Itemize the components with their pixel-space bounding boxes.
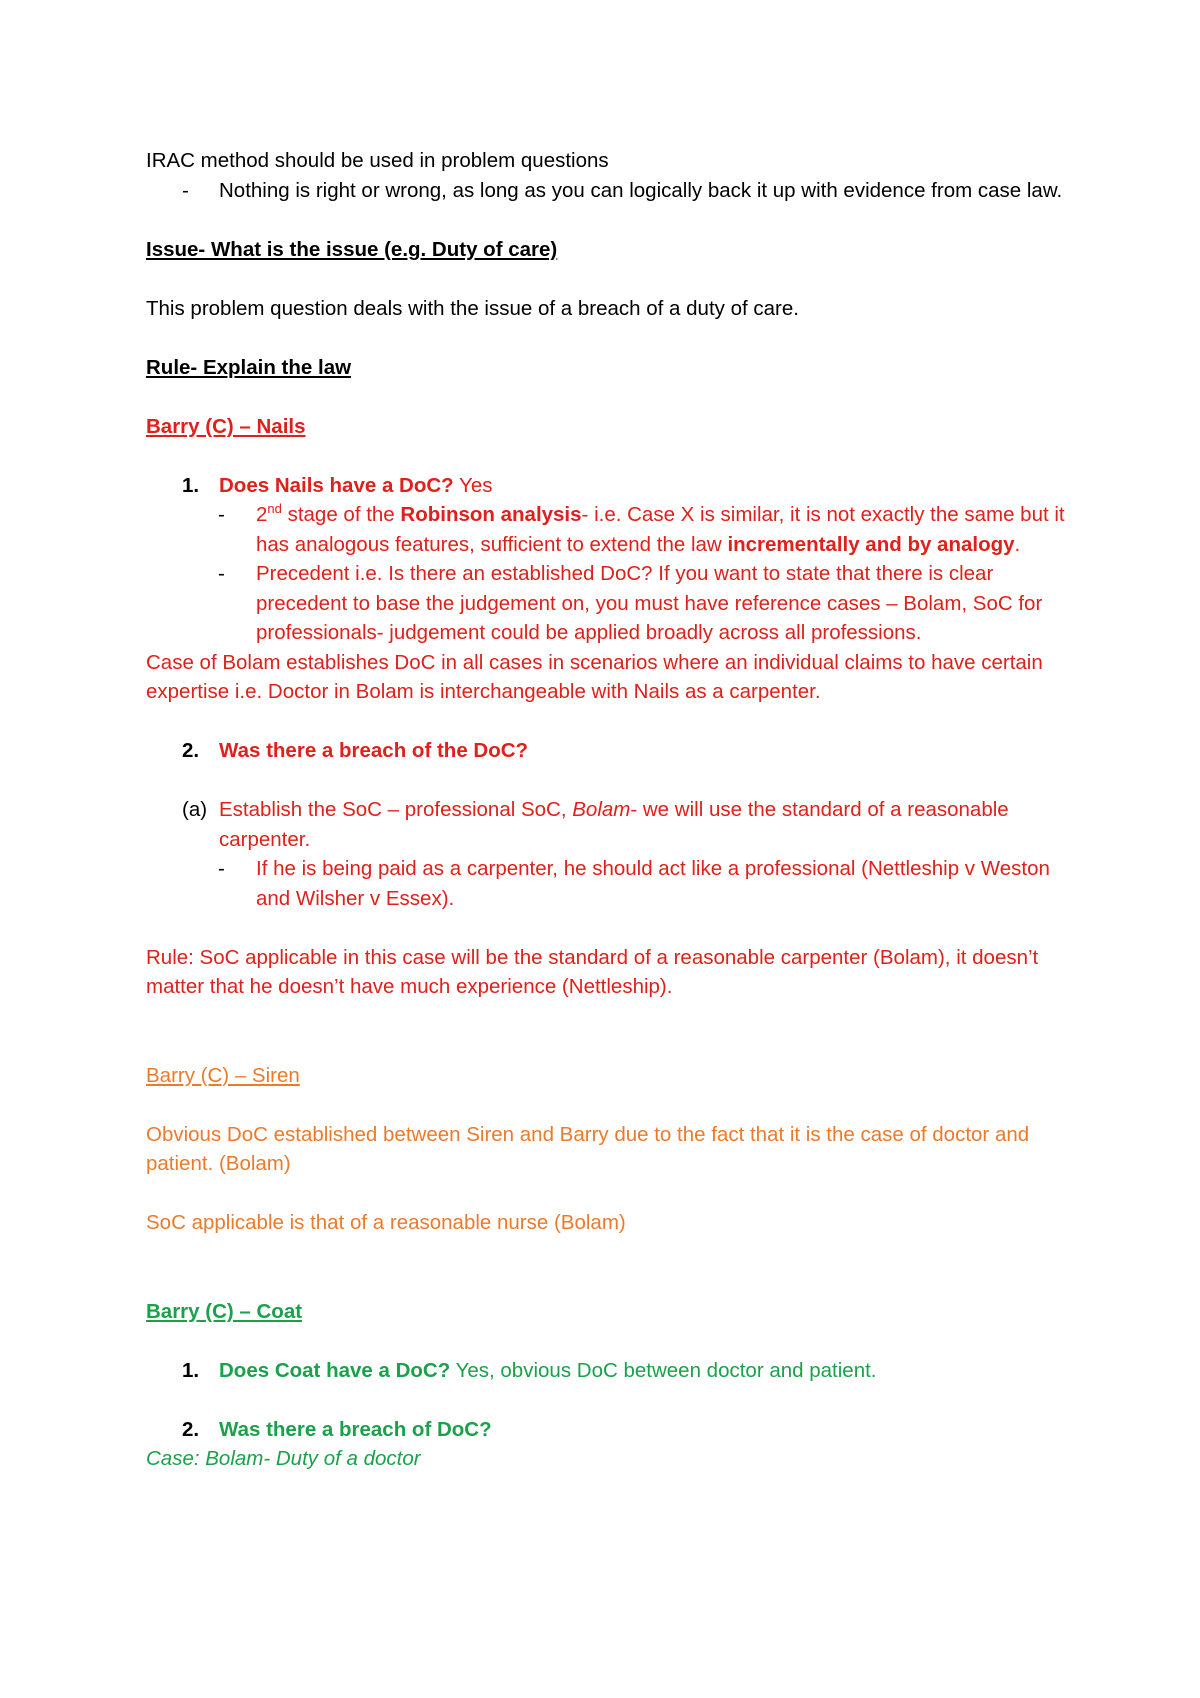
list-number: 1.: [182, 473, 200, 497]
text-fragment: stage of the: [281, 503, 401, 526]
list-number: 2.: [182, 1417, 200, 1441]
list-number: 2.: [182, 739, 200, 762]
nails-heading: Barry (C) – Nails: [146, 414, 306, 438]
text-fragment: 2: [256, 503, 268, 526]
issue-heading: Issue- What is the issue (e.g. Duty of care): [146, 237, 558, 261]
bolam-italic: Bolam: [572, 798, 631, 821]
coat-question-2: [146, 1415, 1076, 1445]
nails-a-bullet: [146, 854, 1076, 913]
nails-q1-rest: Yes: [453, 473, 493, 497]
dash-marker: -: [182, 178, 189, 202]
dash-marker: -: [218, 503, 225, 526]
nails-question-2: [146, 736, 1076, 766]
nails-q2-bold: Was there a breach of the DoC?: [219, 739, 529, 762]
coat-q2-bold: Was there a breach of DoC?: [219, 1417, 492, 1441]
robinson-analysis-term: Robinson analysis: [400, 503, 582, 526]
text-fragment: Establish the SoC – professional SoC,: [219, 798, 573, 821]
nails-question-1: [146, 471, 1076, 501]
text-fragment: - we will use the standard of a reasonable carpenter.: [219, 798, 1009, 851]
coat-heading: Barry (C) – Coat: [146, 1299, 303, 1323]
dash-marker: -: [218, 562, 225, 585]
list-letter: (a): [182, 798, 208, 821]
nails-paragraph: Case of Bolam establishes DoC in all cases in scenarios where an individual claims to have certain expertise i.e. Doctor in Bolam is interchangeable with Nails as a carpenter.: [146, 650, 1043, 703]
text-fragment: - i.e. Case X is similar, it is not exactly the same but it has analogous features, sufficient to extend the law: [256, 503, 1065, 556]
nails-bullet-2: [146, 559, 1076, 648]
siren-paragraph-2: SoC applicable is that of a reasonable nurse (Bolam): [146, 1211, 626, 1234]
siren-heading: Barry (C) – Siren: [146, 1063, 300, 1087]
coat-section: [146, 1297, 1076, 1474]
intro-line: IRAC method should be used in problem questions: [146, 149, 609, 172]
coat-q1-bold: Does Coat have a DoC?: [219, 1358, 451, 1382]
intro-bullet-text: Nothing is right or wrong, as long as you can logically back it up with evidence from case law.: [219, 178, 1063, 202]
nails-rule: Rule: SoC applicable in this case will be the standard of a reasonable carpenter (Bolam), it doesn’t matter that he doesn’t have much experience (Nettleship).: [146, 945, 1039, 998]
nails-item-a: [146, 795, 1076, 854]
text-fragment: .: [1014, 532, 1021, 556]
rule-heading: Rule- Explain the law: [146, 355, 352, 379]
nails-section: [146, 412, 1076, 1002]
dash-marker: -: [218, 857, 225, 880]
nails-bullet-2-text: Precedent i.e. Is there an established DoC? If you want to state that there is clear precedent to base the judgement on, you must have reference cases – Bolam, SoC for professionals- judgement could be applied broadly across all professions.: [256, 562, 1043, 644]
siren-paragraph-1: Obvious DoC established between Siren and Barry due to the fact that it is the case of doctor and patient. (Bolam): [146, 1122, 1030, 1175]
nails-q1-bold: Does Nails have a DoC?: [219, 473, 454, 497]
nails-a-bullet-text: If he is being paid as a carpenter, he should act like a professional (Nettleship v Weston and Wilsher v Essex).: [256, 857, 1050, 910]
coat-q1-rest: Yes, obvious DoC between doctor and patient.: [450, 1358, 877, 1382]
incrementally-term: incrementally and by analogy: [727, 532, 1015, 556]
coat-question-1: [146, 1356, 1076, 1386]
nails-bullet-1: [146, 500, 1076, 559]
document-page: [146, 146, 1076, 1474]
coat-case-line: Case: Bolam- Duty of a doctor: [146, 1447, 421, 1470]
siren-section: [146, 1061, 1076, 1238]
issue-text: This problem question deals with the issue of a breach of a duty of care.: [146, 296, 799, 320]
list-number: 1.: [182, 1358, 200, 1382]
intro-bullet: [146, 176, 1076, 206]
superscript: nd: [267, 501, 282, 517]
